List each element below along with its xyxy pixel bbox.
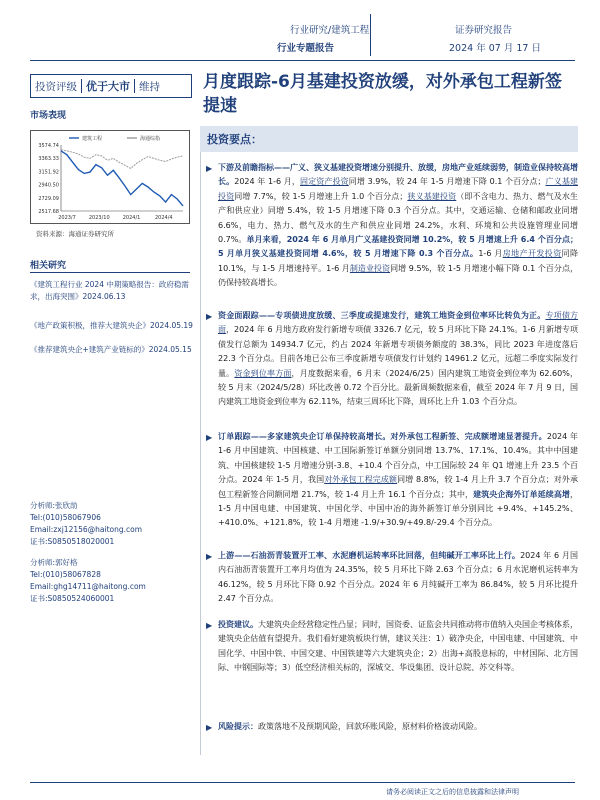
analyst-name: 分析师:张欣劼 bbox=[30, 501, 78, 510]
bullet-icon: ▶ bbox=[206, 552, 213, 561]
report-title: 月度跟踪-6月基建投资放缓，对外承包工程新签提速 bbox=[203, 72, 562, 116]
summary-paragraph-6: 风险提示：政策落地不及预期风险，回款环账风险，原材料价格波动风险。 bbox=[218, 722, 482, 731]
related-heading: 相关研究 bbox=[30, 261, 67, 271]
analyst-name: 分析师:郭好格 bbox=[30, 558, 78, 567]
chart-y-tick-label: 2517.68 bbox=[38, 209, 59, 215]
related-rule bbox=[30, 272, 190, 273]
summary-paragraph-4: 上游——石油沥青装置开工率、水泥磨机运转率环比回落，但纯碱开工率环比上行。2024 年 6 月国内石油沥青装置开工率月均值为 24.35%，较 5 月环比下降 2.63 个百分点；6 月水泥磨机运转率为 46.12%，较 5 月环比下降 0.92 个百分点。2024 年 6 月纯碱开工率为 86.84%，较 5 月环比提升 2.47 个百分点。 bbox=[218, 551, 579, 604]
analyst-2 bbox=[30, 557, 146, 605]
header-category: 行业研究/建筑工程 bbox=[290, 25, 370, 36]
header-subtitle: 行业专题报告 bbox=[277, 43, 335, 54]
chart-series-line bbox=[61, 150, 183, 169]
analyst-cert: 证书:S0850518020001 bbox=[30, 537, 115, 546]
bullet-icon: ▶ bbox=[206, 433, 213, 442]
chart-source: 资料来源：海通证券研究所 bbox=[36, 230, 114, 238]
summary-left-rule bbox=[200, 152, 201, 755]
analyst-cert: 证书:S0850524060001 bbox=[30, 594, 115, 603]
chart-y-tick-label: 2940.50 bbox=[38, 182, 59, 189]
related-item[interactable]: 《推荐建筑央企+建筑产业链标的》2024.05.15 bbox=[30, 345, 192, 354]
market-heading: 市场表现 bbox=[30, 111, 67, 121]
footer-disclaimer: 请务必阅读正文之后的信息披露和法律声明 bbox=[386, 788, 519, 796]
bullet-icon: ▶ bbox=[206, 312, 213, 321]
chart-x-tick-label: 2024/4 bbox=[155, 215, 173, 221]
chart-series-line bbox=[61, 151, 183, 206]
analyst-1 bbox=[30, 500, 142, 548]
summary-paragraph-1: 下游及前瞻指标——广义、狭义基建投资增速分别提升、放缓，房地产业延续弱势，制造业保持较高增长。2024 年 1-6 月，固定资产投资同增 3.9%，较 24 年 1-5 月增速下降 0.1 个百分点；广义基建投资同增 7.7%，较 1-5 月增速上升 1.0 个百分点；狭义基建投资（即不含电力、热力、燃气及水生产和供应业）同增 5.4%，较 1-5 月增速下降 0.3 个百分点。其中，交通运输、仓储和邮政业同增 6.6%，电力、热力、燃气及水的生产和供应业同增 24.2%，水利、环境和公共设施管理业同增 0.7%。单月来看，2024 年 6 月单月广义基建投资同增 10.2%，较 5 月增速上升 6.4 个百分点；5 月单月狭义基建投资同增 4.6%，较 5 月增速下降 0.3 个百分点。1-6 月房地产开发投资同降 10.1%，与 1-5 月增速持平。1-6 月制造业投资同增 9.5%，较 1-5 月增速小幅下降 0.1 个百分点，仍保持较高增长。 bbox=[218, 163, 579, 288]
header-report-type: 证券研究报告 bbox=[455, 25, 513, 36]
market-chart bbox=[30, 130, 190, 224]
chart-legend-label: 建筑工程 bbox=[82, 136, 103, 142]
chart-y-tick-label: 3151.92 bbox=[38, 169, 59, 176]
rating-label: 投资评级 bbox=[35, 80, 77, 93]
summary-heading: 投资要点： bbox=[207, 133, 262, 146]
footer-rule bbox=[30, 782, 575, 783]
rating-action: 维持 bbox=[139, 80, 160, 93]
summary-paragraph-5: 投资建议。大建筑央企经营稳定性凸显；同时，国资委、证监会共同推动将市值纳入央国企考核体系，建筑央企估值有望提升。我们看好建筑板块行情，建议关注：1）破净央企，中国电建、中国建筑、中国化学、中国中铁、中国交建、中国铁建等六大建筑央企；2）出海+高股息标的，中材国际、北方国际、中钢国际等；3）低空经济相关标的，深城交、华设集团、设计总院、苏交科等。 bbox=[218, 620, 578, 673]
related-item[interactable]: 《地产政策积极，推荐大建筑央企》2024.05.19 bbox=[30, 321, 193, 330]
chart-y-tick-label: 3363.33 bbox=[38, 156, 59, 163]
header-divider bbox=[370, 14, 371, 56]
related-item[interactable]: 《建筑工程行业 2024 中期策略报告：政府稳需求，出海突围》2024.06.13 bbox=[30, 280, 189, 301]
chart-y-tick-label: 3574.74 bbox=[38, 143, 59, 149]
analyst-tel: Tel:(010)58067828 bbox=[30, 570, 101, 579]
summary-paragraph-3: 订单跟踪——多家建筑央企订单保持较高增长。对外承包工程新签、完成额增速显著提升。2024 年 1-6 月中国建筑、中国核建、中工国际新签订单额分别同增 13.7%、17.1%、10.4%。其中中国建筑、中国核建较 1-5 月增速分别-3.8、+10.4 个百分点，中工国际较 24 年 Q1 增速上升 23.5 个百分点。2024 年 1-5 月，我国对外承包工程完成额同增 8.8%，较 1-4 月上升 3.7 个百分点；对外承包工程新签合同额同增 21.7%，较 1-4 月上升 16.1 个百分点；其中，建筑央企海外订单延续高增，1-5 月中国电建、中国建筑、中国化学、中国中冶的海外新签订单分别同比 +9.4%、+145.2%、+410.0%、+121.8%，较 1-4 月增速 -1.9/+30.9/+49.8/-29.4 个百分点。 bbox=[218, 432, 579, 528]
bullet-icon: ▶ bbox=[206, 723, 213, 732]
analyst-email[interactable]: Email:zxj12156@haitong.com bbox=[30, 525, 143, 534]
analyst-tel: Tel:(010)58067906 bbox=[30, 513, 101, 522]
market-chart-svg bbox=[31, 131, 189, 223]
chart-y-tick-label: 2729.09 bbox=[38, 195, 59, 202]
rating-value: 优于大市 bbox=[86, 80, 130, 93]
analyst-email[interactable]: Email:ghg14711@haitong.com bbox=[30, 582, 146, 591]
header-date: 2024 年 07 月 17 日 bbox=[449, 43, 541, 54]
bullet-icon: ▶ bbox=[206, 621, 213, 630]
chart-x-tick-label: 2023/10 bbox=[88, 215, 110, 221]
summary-paragraph-2: 资金面跟踪——专项债进度放缓、三季度或提速发行，建筑工地资金到位率环比转负为正。专项债方面，2024 年 6 月地方政府发行新增专项债 3326.7 亿元，较 5 月环比下降 24.1%。1-6 月新增专项债发行总额为 14934.7 亿元，约占 2024 年新增专项债务额度的 38.3%，同比 2023 年进度落后 22.3 个百分点。目前各地已公布三季度新增专项债发行计划约 14961.2 亿元，远超二季度实际发行量。资金到位率方面，月度数据来看，6 月末（2024/6/25）国内建筑工地资金到位率为 62.60%，较 5 月末（2024/5/28）环比改善 0.72 个百分比。最新周频数据来看，截至 2024 年 7 月 9 日，国内建筑工地资金到位率为 62.11%，结束三周环比下降，周环比上升 1.03 个百分点。 bbox=[218, 311, 579, 407]
header-rule bbox=[30, 60, 575, 61]
rating-box bbox=[30, 74, 192, 98]
bullet-icon: ▶ bbox=[206, 164, 213, 173]
chart-x-tick-label: 2023/7 bbox=[58, 215, 76, 221]
chart-legend-label: 海通综指 bbox=[140, 136, 161, 142]
chart-x-tick-label: 2024/1 bbox=[122, 215, 141, 221]
